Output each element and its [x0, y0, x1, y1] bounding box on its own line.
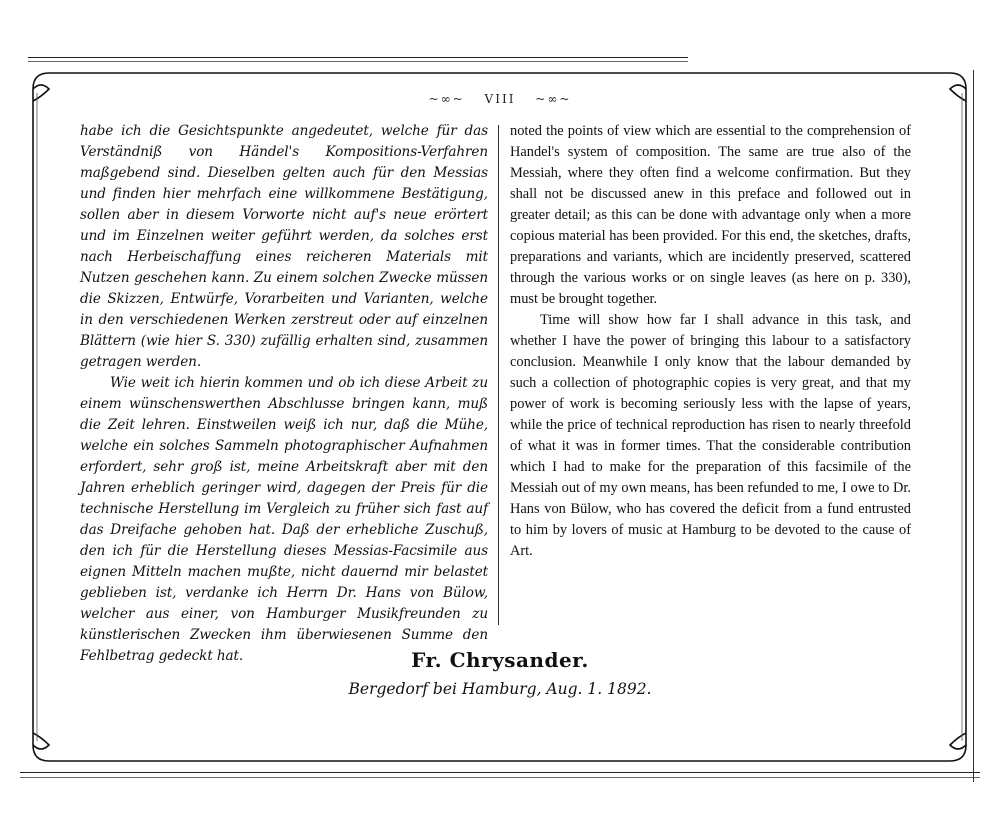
right-edge-line	[973, 70, 974, 782]
english-paragraph-2: Time will show how far I shall advance in this task, and whether I have the power of bringing this labour to a satisfactory conclusion. Meanwhile I only know that the labour demanded by such a collection of photographic copies is very great, and that my power of work is becoming seriously less with the lapse of years, while the price of technical reproduction has risen to nearly threefold of what it was in former times. That the considerable contribution which I had to make for the preparation of this facsimile of the Messiah out of my own means, has been refunded to me, I owe to Dr. Hans von Bülow, who has covered the deficit from a fund entrusted to him by lovers of music at Hamburg to be devoted to the cause of Art.	[510, 312, 911, 559]
english-column	[510, 121, 911, 562]
english-paragraph-1: noted the points of view which are essential to the comprehension of Handel's system of composition. The same are true also of the Messiah, where they often find a welcome confirmation. But they shall not be discussed anew in this preface and followed out in greater detail; as this can be done with advantage only when a more copious material has been provided. For this end, the sketches, drafts, preparations and variants, which are incidently preserved, scattered through the various works or on single leaves (as here on p. 330), must be brought together.	[510, 123, 911, 307]
signature-place-date: Bergedorf bei Hamburg, Aug. 1. 1892.	[348, 680, 652, 698]
page-ornament-right: ~∞~	[535, 92, 572, 106]
german-paragraph-2: Wie weit ich hierin kommen und ob ich diese Arbeit zu einem wünschenswerthen Abschlusse bringen kann, muß die Zeit lehren. Einstweilen weiß ich nur, daß die Mühe, welche ein solches Sammeln photographischer Aufnahmen erfordert, sehr groß ist, meine Arbeitskraft aber mit den Jahren erheblich geringer wird, dagegen der Preis für die technische Herstellung im Vergleich zu früher sich fast auf das Dreifache gehoben hat. Daß der erhebliche Zuschuß, den ich für die Herstellung dieses Messias-Facsimile aus eignen Mitteln machen mußte, nicht dauernd mir belastet geblieben ist, verdanke ich Herrn Dr. Hans von Bülow, welcher aus einer, von Hamburger Musikfreunden zu künstlerischen Zwecken ihm überwiesenen Summe den Fehlbetrag gedeckt hat.	[80, 375, 488, 664]
bottom-rule	[20, 772, 980, 773]
german-column	[80, 121, 488, 667]
signature-name: Fr. Chrysander.	[411, 648, 589, 672]
bottom-rule-faint	[20, 777, 980, 778]
german-paragraph-1: habe ich die Gesichtspunkte angedeutet, welche für das Verständniß von Händel's Kompositions-Verfahren maßgebend sind. Dieselben gelten auch für den Messias und finden hier mehrfach eine willkommene Bestätigung, sollen aber in diesem Vorworte nicht auf's neue erörtert und im Einzelnen weiter geführt werden, da solches erst nach Herbeischaffung eines reicheren Materials mit Nutzen geschehen kann. Zu einem solchen Zwecke müssen die Skizzen, Entwürfe, Vorarbeiten und Varianten, welche in den verschiedenen Werken zerstreut oder auf einzelnen Blättern (wie hier S. 330) zufällig erhalten sind, zusammen getragen werden.	[80, 123, 488, 370]
column-divider	[498, 125, 499, 625]
page-number-header	[0, 92, 1000, 106]
page-ornament-left: ~∞~	[428, 92, 465, 106]
top-rule	[28, 57, 688, 58]
top-rule-faint	[28, 61, 688, 62]
page-number: VIII	[484, 92, 516, 106]
